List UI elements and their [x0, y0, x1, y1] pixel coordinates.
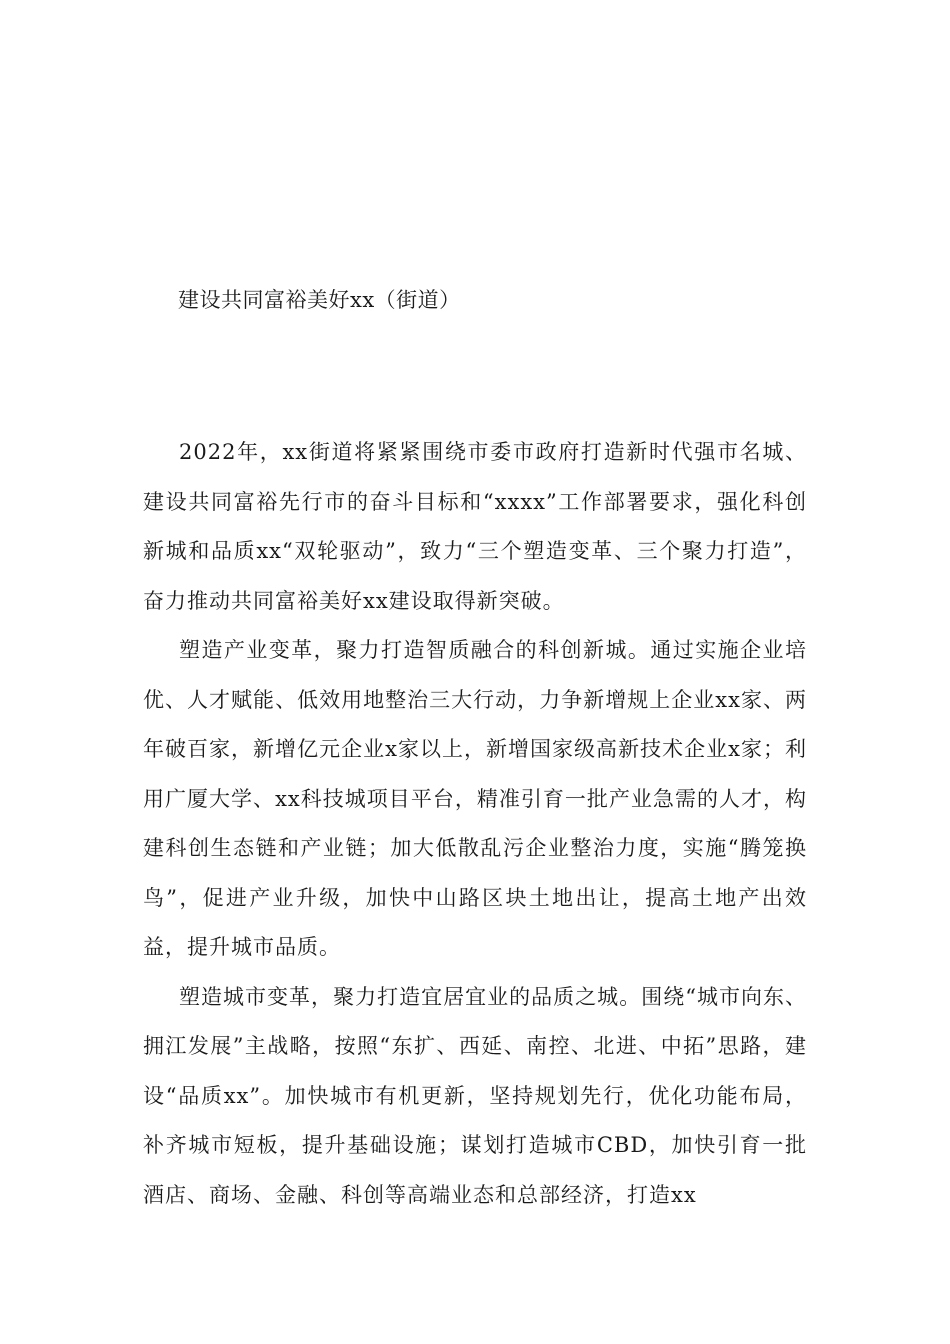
- paragraph-city: 塑造城市变革，聚力打造宜居宜业的品质之城。围绕“城市向东、拥江发展”主战略，按照“东扩、西延、南控、北进、中拓”思路，建设“品质xx”。加快城市有机更新，坚持规划先行，优化功能布局，补齐城市短板，提升基础设施；谋划打造城市CBD，加快引育一批酒店、商场、金融、科创等高端业态和总部经济，打造xx: [143, 984, 807, 1207]
- paragraph-industry: 塑造产业变革，聚力打造智质融合的科创新城。通过实施企业培优、人才赋能、低效用地整治三大行动，力争新增规上企业xx家、两年破百家，新增亿元企业x家以上，新增国家级高新技术企业x家；利用广厦大学、xx科技城项目平台，精准引育一批产业急需的人才，构建科创生态链和产业链；加大低散乱污企业整治力度，实施“腾笼换鸟”，促进产业升级，加快中山路区块土地出让，提高土地产出效益，提升城市品质。: [143, 638, 807, 959]
- document-body: [143, 428, 807, 1220]
- document-title: 建设共同富裕美好xx（街道）: [178, 288, 461, 312]
- paragraph-intro: 2022年，xx街道将紧紧围绕市委市政府打造新时代强市名城、建设共同富裕先行市的奋斗目标和“xxxx”工作部署要求，强化科创新城和品质xx“双轮驱动”，致力“三个塑造变革、三个聚力打造”，奋力推动共同富裕美好xx建设取得新突破。: [143, 440, 807, 613]
